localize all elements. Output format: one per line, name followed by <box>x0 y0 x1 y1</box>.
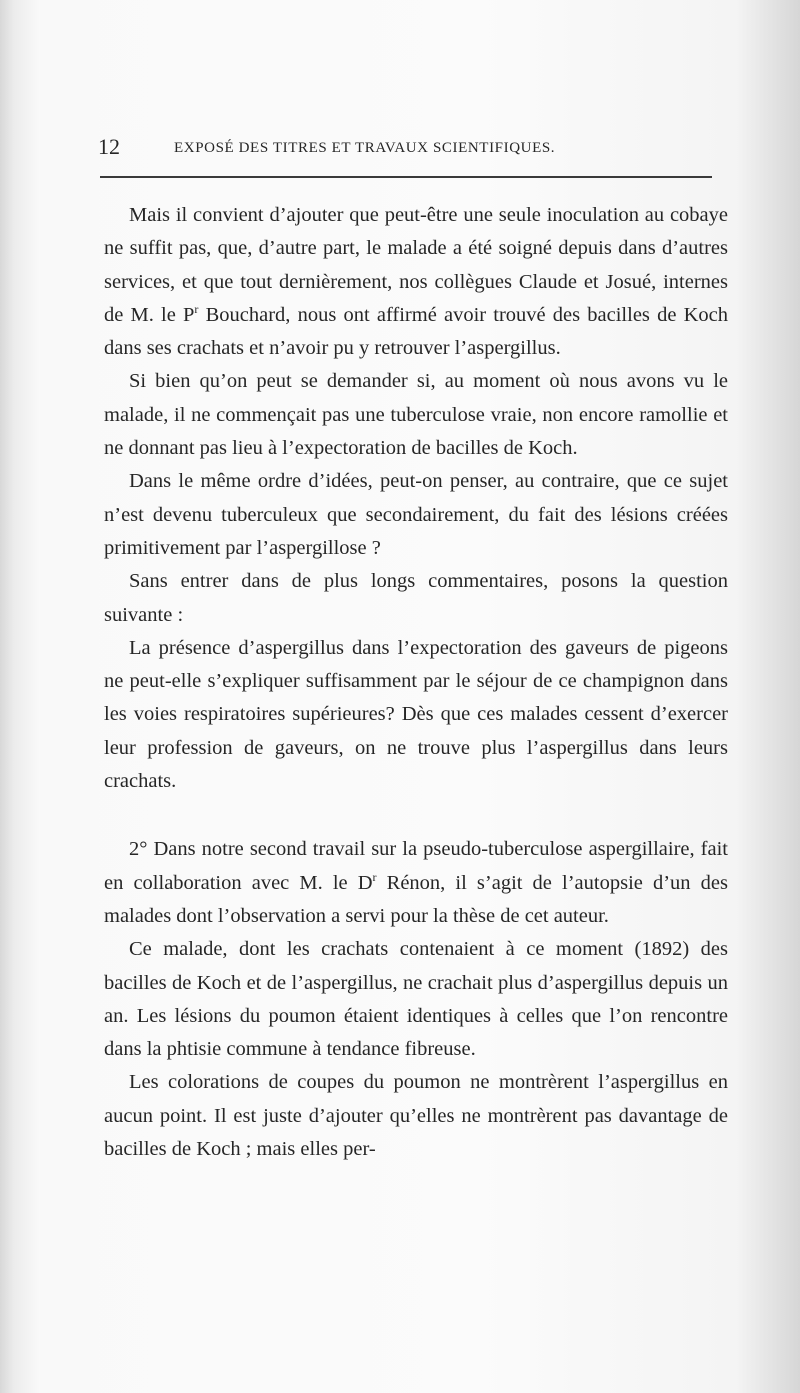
paragraph: Sans entrer dans de plus longs commentaires, posons la question suivante : <box>104 570 728 626</box>
paragraph <box>104 199 728 365</box>
body-text <box>104 199 728 1166</box>
paragraph-text: Bouchard, nous ont affirmé avoir trouvé des bacilles de Koch dans ses crachats et n’avoir pu y retrouver l’aspergillus. <box>104 303 728 360</box>
paragraph: Dans le même ordre d’idées, peut-on penser, au contraire, que ce sujet n’est devenu tuberculeux que secondairement, du fait des lésions créées primitivement par l’aspergillose ? <box>104 470 728 559</box>
page-number: 12 <box>98 134 120 159</box>
running-title: EXPOSÉ DES TITRES ET TRAVAUX SCIENTIFIQUES. <box>174 140 556 156</box>
section-paragraph <box>104 833 728 933</box>
paragraph: Ce malade, dont les crachats contenaient à ce moment (1892) des bacilles de Koch et de l’aspergillus, ne crachait plus d’aspergillus depuis un an. Les lésions du poumon étaient identiques à celles que l’on rencontre dans la phtisie commune à tendance fibreuse. <box>104 938 728 1061</box>
paragraph: Les colorations de coupes du poumon ne montrèrent l’aspergillus en aucun point. Il est juste d’ajouter qu’elles ne montrèrent pas davantage de bacilles de Koch ; mais elles per- <box>104 1071 728 1161</box>
paragraph-text: Mais il convient d’ajouter que peut-être une seule inoculation au cobaye ne suffit pas, que, d’autre part, le malade a été soigné depuis dans d’autres services, et que tout dernièrement, nos collègues Claude et Josué, internes de M. le <box>104 204 728 326</box>
superscript: r <box>372 869 377 884</box>
page-header <box>98 134 718 164</box>
paragraph: La présence d’aspergillus dans l’expectoration des gaveurs de pigeons ne peut-elle s’expliquer suffisamment par le séjour de ce champignon dans les voies respiratoires supérieures? Dès que ces malades cessent d’exercer leur profession de gaveurs, on ne trouve plus l’aspergillus dans leurs crachats. <box>104 636 728 793</box>
superscript: r <box>194 302 199 317</box>
paragraph: Si bien qu’on peut se demander si, au moment où nous avons vu le malade, il ne commençait pas une tuberculose vraie, non encore ramollie et ne donnant pas lieu à l’expectoration de bacilles de Koch. <box>104 370 728 460</box>
paragraph-text: 2° Dans notre second travail sur la pseudo-tuberculose aspergillaire, fait en collaboration avec M. le D <box>104 838 728 894</box>
header-rule <box>100 176 712 178</box>
paragraph-text: Rénon, il s’agit de l’autopsie d’un des malades dont l’observation a servi pour la thèse de cet auteur. <box>104 871 728 927</box>
abbreviation: P <box>183 303 195 326</box>
